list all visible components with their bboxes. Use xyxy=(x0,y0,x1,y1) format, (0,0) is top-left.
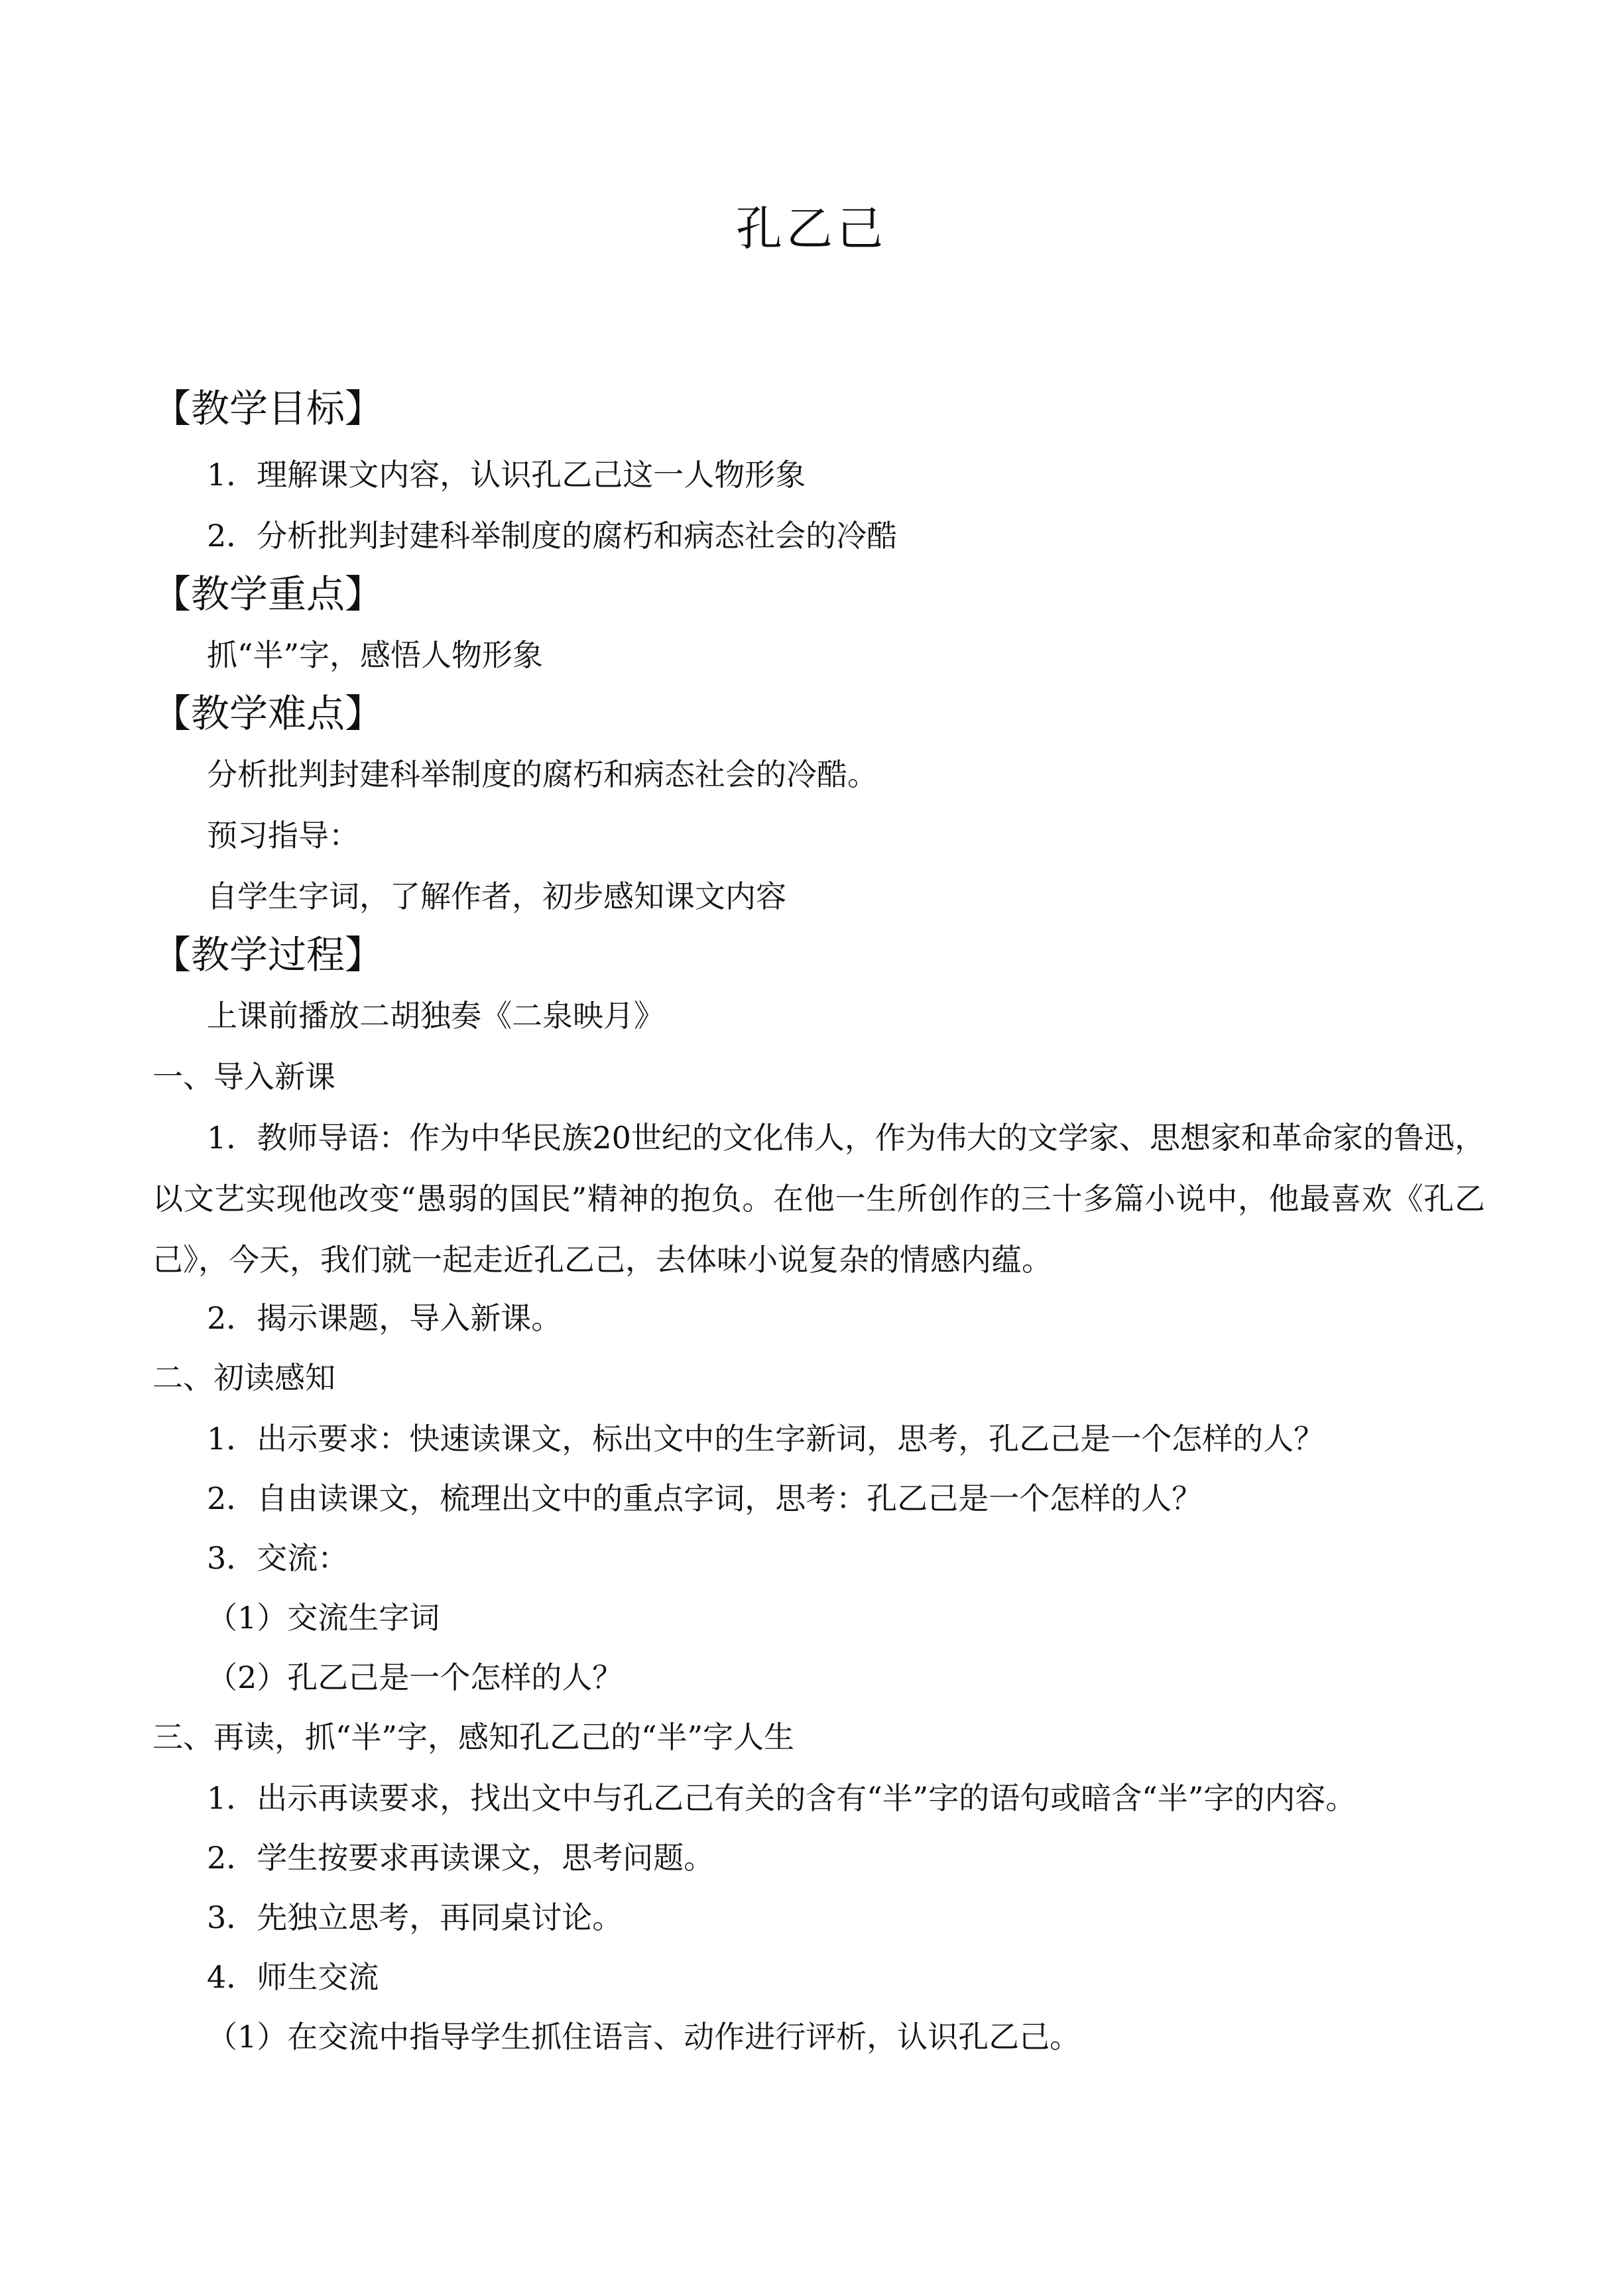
part-two-sub-1: （1）交流生字词 xyxy=(207,1600,440,1636)
difficulty-text: 分析批判封建科举制度的腐朽和病态社会的冷酷。 xyxy=(207,756,878,792)
part-one-step-2: 2．揭示课题，导入新课。 xyxy=(207,1300,562,1336)
part-three-step-4: 4．师生交流 xyxy=(207,1959,379,1995)
part-two-heading: 二、初读感知 xyxy=(152,1360,335,1396)
pre-class-text: 上课前播放二胡独奏《二泉映月》 xyxy=(207,998,664,1034)
part-two-step-3: 3．交流： xyxy=(207,1540,349,1576)
objective-item-2: 2．分析批判封建科举制度的腐朽和病态社会的冷酷 xyxy=(207,518,898,554)
section-heading-difficulties: 【教学难点】 xyxy=(152,691,384,736)
part-two-sub-2: （2）孔乙己是一个怎样的人？ xyxy=(207,1660,623,1695)
part-one-heading: 一、导入新课 xyxy=(152,1059,335,1095)
preview-guide-text: 自学生字词，了解作者，初步感知课文内容 xyxy=(207,878,786,914)
teacher-intro-paragraph: 1．教师导语：作为中华民族20世纪的文化伟人，作为伟大的文学家、思想家和革命家的鲁迅，以文艺实现他改变“愚弱的国民”精神的抱负。在他一生所创作的三十多篇小说中，他最喜欢《孔乙己》，今天，我们就一起走近孔乙己，去体味小说复杂的情感内蕴。 xyxy=(152,1120,1485,1278)
section-heading-key-points: 【教学重点】 xyxy=(152,572,384,617)
document-title: 孔乙己 xyxy=(736,202,887,256)
part-three-step-1: 1．出示再读要求，找出文中与孔乙己有关的含有“半”字的语句或暗含“半”字的内容。 xyxy=(207,1780,1356,1816)
part-three-step-3: 3．先独立思考，再同桌讨论。 xyxy=(207,1900,623,1935)
part-two-step-2: 2．自由读课文，梳理出文中的重点字词，思考：孔乙己是一个怎样的人？ xyxy=(207,1480,1203,1516)
preview-guide-label: 预习指导： xyxy=(207,817,359,853)
part-three-step-2: 2．学生按要求再读课文，思考问题。 xyxy=(207,1840,715,1876)
part-two-step-1: 1．出示要求：快速读课文，标出文中的生字新词，思考，孔乙己是一个怎样的人？ xyxy=(207,1421,1325,1457)
part-three-sub-1: （1）在交流中指导学生抓住语言、动作进行评析，认识孔乙己。 xyxy=(207,2019,1081,2055)
objective-item-1: 1．理解课文内容，认识孔乙己这一人物形象 xyxy=(207,457,806,493)
section-heading-process: 【教学过程】 xyxy=(152,932,384,977)
section-heading-objectives: 【教学目标】 xyxy=(152,386,384,431)
part-three-heading: 三、再读，抓“半”字，感知孔乙己的“半”字人生 xyxy=(152,1719,795,1755)
key-point-text: 抓“半”字，感悟人物形象 xyxy=(207,637,544,673)
